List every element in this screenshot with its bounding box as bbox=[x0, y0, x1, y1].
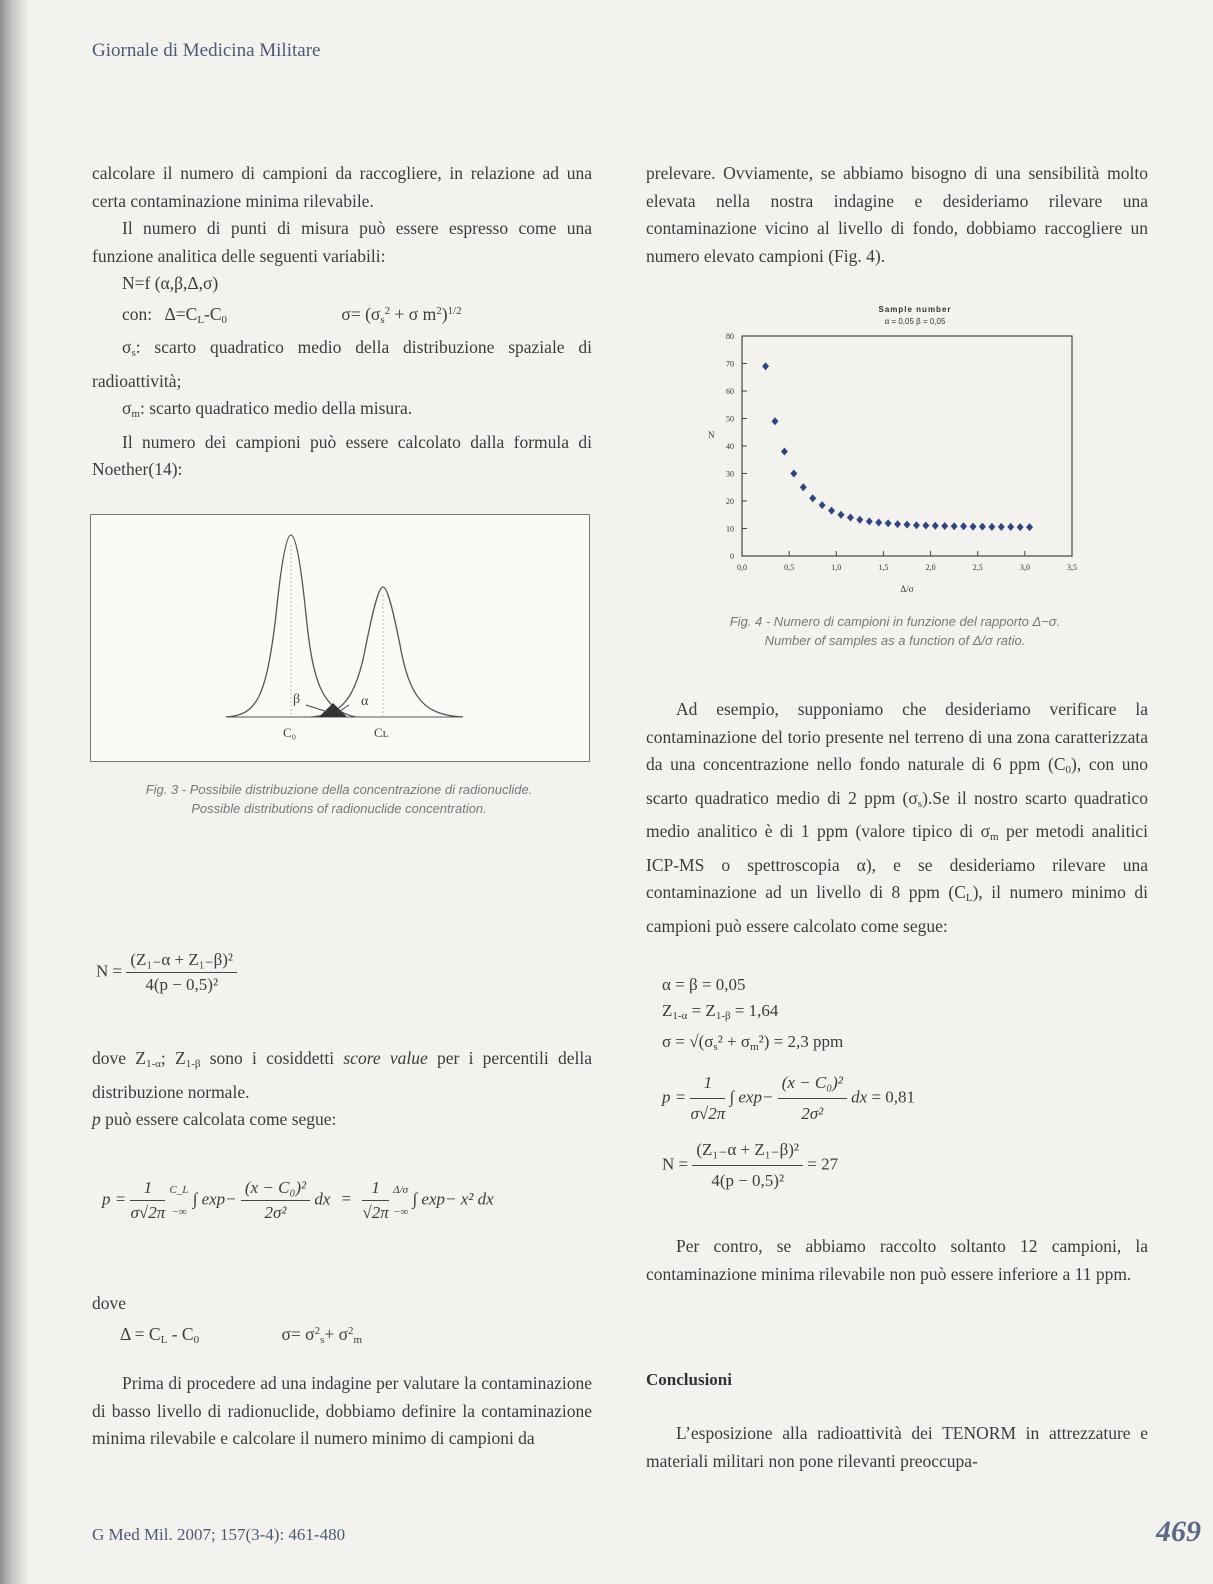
calc-alpha-beta: α = β = 0,05 bbox=[662, 975, 746, 994]
paragraph: Ad esempio, supponiamo che desideriamo verificare la contaminazione del torio presente nel terreno di una zona caratterizzata da una concentrazione nello fondo naturale di 6 ppm $(C_0)$, con uno scarto quadratico medio di 2 ppm $(\sigma_s).Se$ il nostro scarto quadratico medio analitico è di 1 ppm (valore tipico di $\sigma_m$ per metodi analitici ICP-MS o spettroscopia α), e se desideriamo rilevare una contaminazione ad un livello di 8 ppm $(C_L)$, il numero minimo di campioni può essere calcolato come segue: bbox=[646, 699, 1148, 936]
figure-4-caption: Fig. 4 - Numero di campioni in funzione del rapporto Δ−σ. Number of samples as a function of Δ/σ ratio. bbox=[729, 614, 1061, 648]
label-cl: Cʟ bbox=[374, 725, 389, 740]
citation-footer: G Med Mil. 2007; 157(3-4): 461-480 bbox=[92, 1525, 346, 1544]
x-tick-label: 2,5 bbox=[972, 563, 983, 572]
data-point bbox=[866, 517, 873, 525]
paragraph: Prima di procedere ad una indagine per valutare la contaminazione di basso livello di radionuclide, dobbiamo definire la contaminazione minima rilevabile e calcolare il numero minimo di campioni da bbox=[92, 1373, 592, 1448]
section-heading: Conclusioni bbox=[646, 1370, 732, 1389]
y-tick-label: 60 bbox=[726, 387, 734, 396]
running-head: Giornale di Medicina Militare bbox=[92, 40, 321, 61]
data-point bbox=[800, 483, 807, 491]
paragraph: calcolare il numero di campioni da raccogliere, in relazione ad una certa contaminazione minima rilevabile. bbox=[92, 163, 592, 211]
equation-con: con: $\Delta=C_L-C_0$ $\sigma= (\sigma_s^2 + \sigma$ $m^2)^{1/2}$ bbox=[122, 303, 462, 326]
label-c0: C₀ bbox=[283, 725, 297, 740]
distribution-curves bbox=[91, 515, 589, 761]
page-gutter-shadow bbox=[0, 0, 30, 1584]
definition-sigma-m: $\sigma_m$: scarto quadratico medio della misura. bbox=[122, 398, 413, 420]
calc-sigma: $\sigma = √(\sigma_s^2 + \sigma_m^2) = 2,3$ ppm bbox=[662, 1032, 844, 1053]
y-tick-label: 0 bbox=[730, 552, 734, 561]
y-axis-label: N bbox=[708, 430, 715, 440]
paragraph: Il numero dei campioni può essere calcolato dalla formula di Noether(14): bbox=[92, 431, 592, 479]
data-point bbox=[1026, 523, 1033, 531]
page-number: 469 bbox=[1156, 1515, 1201, 1548]
right-column-bottom bbox=[646, 1233, 1148, 1288]
y-tick-label: 40 bbox=[726, 442, 734, 451]
calc-p: p = $\frac{1}{\sigma√2\pi}$ ∫ exp− $\frac{\text{(x − C₀)²}}{\text{2σ²}}$ dx = 0,81 bbox=[662, 1070, 915, 1127]
data-point bbox=[762, 362, 769, 370]
data-point bbox=[894, 520, 901, 528]
data-point bbox=[790, 470, 797, 478]
right-column-conclusion bbox=[646, 1420, 1148, 1475]
x-tick-label: 0,5 bbox=[784, 563, 795, 572]
data-point bbox=[828, 507, 835, 515]
left-column-bottom bbox=[92, 1370, 592, 1453]
data-point bbox=[998, 523, 1005, 531]
paragraph: Per contro, se abbiamo raccolto soltanto 12 campioni, la contaminazione minima rilevabile non può essere inferiore a 11 ppm. bbox=[646, 1236, 1148, 1284]
data-point bbox=[932, 522, 939, 530]
chart-subtitle: α = 0,05 β = 0,05 bbox=[884, 317, 946, 326]
data-point bbox=[904, 521, 911, 529]
sample-number-chart bbox=[700, 300, 1100, 600]
data-point bbox=[988, 523, 995, 531]
data-point bbox=[951, 522, 958, 530]
noether-formula: N = $\frac{\text{(Z₁₋α + Z₁₋β)²}}{\text{4(p − 0,5)²}}$ bbox=[96, 950, 237, 995]
left-column-top bbox=[92, 160, 592, 484]
figure-3-caption: Fig. 3 - Possibile distribuzione della concentrazione di radionuclide. Possible distributions of radionuclide concentration. bbox=[145, 782, 533, 816]
data-point bbox=[1007, 523, 1014, 531]
y-tick-label: 20 bbox=[726, 497, 734, 506]
paragraph: Il numero di punti di misura può essere espresso come una funzione analitica delle seguenti variabili: bbox=[92, 218, 592, 266]
data-point bbox=[1017, 523, 1024, 531]
data-point bbox=[772, 417, 779, 425]
equation-n: N=f (α,β,Δ,σ) bbox=[122, 273, 219, 293]
x-tick-label: 2,0 bbox=[925, 563, 936, 572]
data-point bbox=[913, 521, 920, 529]
worked-example bbox=[662, 972, 915, 1194]
figure-4-chart bbox=[700, 300, 1100, 600]
data-point bbox=[847, 514, 854, 522]
data-point bbox=[875, 518, 882, 526]
label-alpha: α bbox=[361, 694, 369, 709]
data-point bbox=[885, 519, 892, 527]
y-tick-label: 50 bbox=[726, 414, 734, 424]
paragraph: dove $Z_{1-\alpha}$; $Z_{1-\beta}$ sono i cosiddetti score value per i percentili della distribuzione normale. bbox=[92, 1048, 593, 1102]
calc-n: N = $\frac{\text{(Z₁₋α + Z₁₋β)²}}{\text{4(p − 0,5)²}}$ = 27 bbox=[662, 1137, 915, 1194]
y-tick-label: 80 bbox=[726, 332, 734, 341]
curve-cl bbox=[311, 587, 463, 717]
right-column-top bbox=[646, 160, 1148, 270]
data-point bbox=[856, 516, 863, 524]
data-point bbox=[970, 523, 977, 531]
dove-definitions: $\Delta = C_L - C_0$ $\sigma= \sigma^2_s+ \sigma^2_m$ bbox=[120, 1323, 363, 1346]
x-tick-label: 3,5 bbox=[1067, 563, 1077, 572]
definition-sigma-s: $\sigma_s$: scarto quadratico medio della distribuzione spaziale di radioattività; bbox=[92, 337, 592, 391]
figure-3-box bbox=[90, 514, 590, 762]
label-beta: β bbox=[293, 692, 301, 707]
data-point bbox=[979, 523, 986, 531]
dove-label: dove bbox=[92, 1293, 127, 1313]
paragraph: p può essere calcolata come segue: bbox=[92, 1109, 337, 1129]
chart-title: Sample number bbox=[878, 305, 952, 314]
y-tick-label: 70 bbox=[726, 359, 734, 369]
calc-z: $Z_{1-\alpha} = Z_{1-\beta} = 1,64$ bbox=[662, 1001, 779, 1022]
x-tick-label: 0,0 bbox=[737, 563, 747, 572]
x-tick-label: 1,0 bbox=[831, 563, 842, 572]
data-point bbox=[941, 522, 948, 530]
y-tick-label: 30 bbox=[726, 469, 734, 479]
paragraph: prelevare. Ovviamente, se abbiamo bisogno di una sensibilità molto elevata nella nostra indagine e desideriamo rilevare una contaminazione vicino al livello di fondo, dobbiamo raccogliere un numero elevato campioni (Fig. 4). bbox=[646, 163, 1148, 266]
data-point bbox=[838, 511, 845, 519]
data-point bbox=[960, 522, 967, 530]
left-column-middle bbox=[92, 1045, 592, 1134]
paragraph: L’esposizione alla radioattività dei TENORM in attrezzature e materiali militari non pone rilevanti preoccupa- bbox=[646, 1423, 1148, 1471]
right-column-middle bbox=[646, 696, 1148, 940]
data-point bbox=[922, 521, 929, 529]
data-point bbox=[809, 494, 816, 502]
x-axis-label: Δ/σ bbox=[900, 584, 914, 594]
p-formula: p = $\frac{1}{\sigma√2\pi}$ C_L −∞ ∫ exp− $\frac{\text{(x − C₀)²}}{\text{2σ²}}$ dx = $\frac{1}{√2\pi}$ Δ/σ −∞ ∫ exp− x² dx bbox=[102, 1178, 494, 1222]
x-tick-label: 3,0 bbox=[1019, 563, 1030, 572]
x-tick-label: 1,5 bbox=[878, 563, 889, 572]
y-tick-label: 10 bbox=[726, 524, 734, 534]
data-point bbox=[781, 448, 788, 456]
left-column-dove bbox=[92, 1290, 592, 1354]
data-point bbox=[819, 501, 826, 509]
